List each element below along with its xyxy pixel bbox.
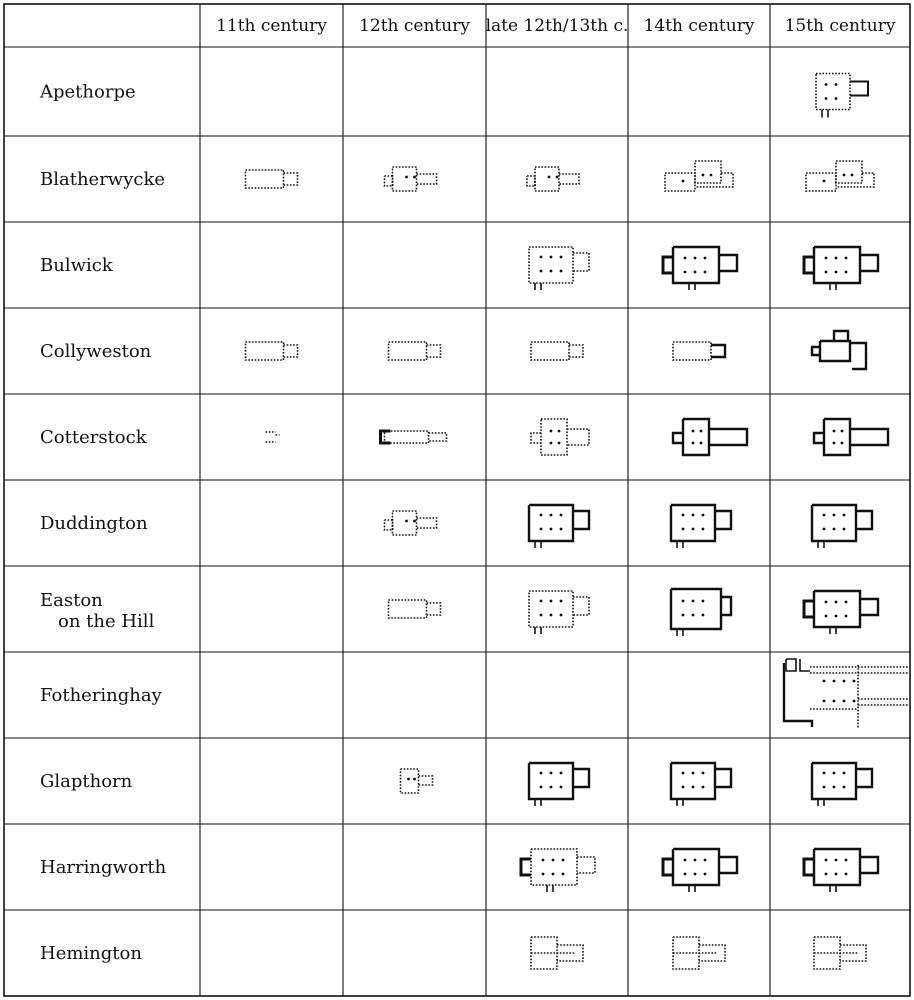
church-plan: [531, 937, 583, 969]
church-name: Harringworth: [40, 857, 167, 878]
column-header: 11th century: [216, 16, 327, 36]
church-plan: [784, 659, 908, 729]
church-plan: [521, 849, 595, 892]
church-plan: [663, 849, 737, 892]
church-plan: [812, 763, 872, 806]
church-plan: [671, 505, 731, 548]
church-plan: [814, 419, 888, 455]
church-plan: [389, 342, 441, 360]
church-name: Glapthorn: [40, 771, 133, 792]
church-plan: [814, 937, 866, 969]
church-plan: [812, 505, 872, 548]
church-plan: [385, 167, 437, 191]
column-header: 15th century: [784, 16, 896, 36]
church-plan: [804, 591, 878, 634]
church-plan: [804, 247, 878, 290]
church-name: on the Hill: [58, 611, 155, 632]
church-plan: [246, 170, 298, 188]
church-plan: [246, 342, 298, 360]
church-plan: [806, 161, 874, 191]
church-plan: [389, 600, 441, 618]
church-plan: [671, 763, 731, 806]
church-plan: [816, 74, 868, 118]
church-plan: [385, 511, 437, 535]
church-name: Hemington: [40, 943, 142, 964]
church-plan: [529, 505, 589, 548]
church-name: Apethorpe: [40, 81, 136, 103]
table-grid: [4, 4, 910, 996]
church-plan: [663, 247, 737, 290]
church-plan: [673, 937, 725, 969]
church-plan: [401, 769, 433, 793]
church-plan: [671, 589, 731, 636]
church-plan: [531, 342, 583, 360]
table-border: [4, 4, 910, 996]
church-plan: [266, 432, 280, 442]
church-name: Collyweston: [40, 341, 152, 362]
church-name: Duddington: [40, 513, 148, 534]
church-plan: [673, 419, 747, 455]
church-name: Easton: [40, 590, 103, 611]
column-header: late 12th/13th c.: [485, 16, 629, 36]
church-plan: [531, 419, 589, 455]
church-plan: [804, 849, 878, 892]
church-plan: [529, 591, 589, 634]
column-header: 12th century: [359, 16, 470, 36]
church-name: Bulwick: [40, 255, 113, 276]
church-plan: [529, 763, 589, 806]
church-plan: [529, 247, 589, 290]
church-plan: [527, 167, 579, 191]
church-name: Fotheringhay: [40, 685, 162, 706]
church-name: Cotterstock: [40, 427, 147, 448]
church-name: Blatherwycke: [40, 169, 166, 190]
church-plan: [812, 331, 866, 369]
church-plan: [665, 161, 733, 191]
church-plan: [673, 342, 725, 360]
church-plan: [381, 431, 447, 443]
column-header: 14th century: [643, 16, 755, 36]
